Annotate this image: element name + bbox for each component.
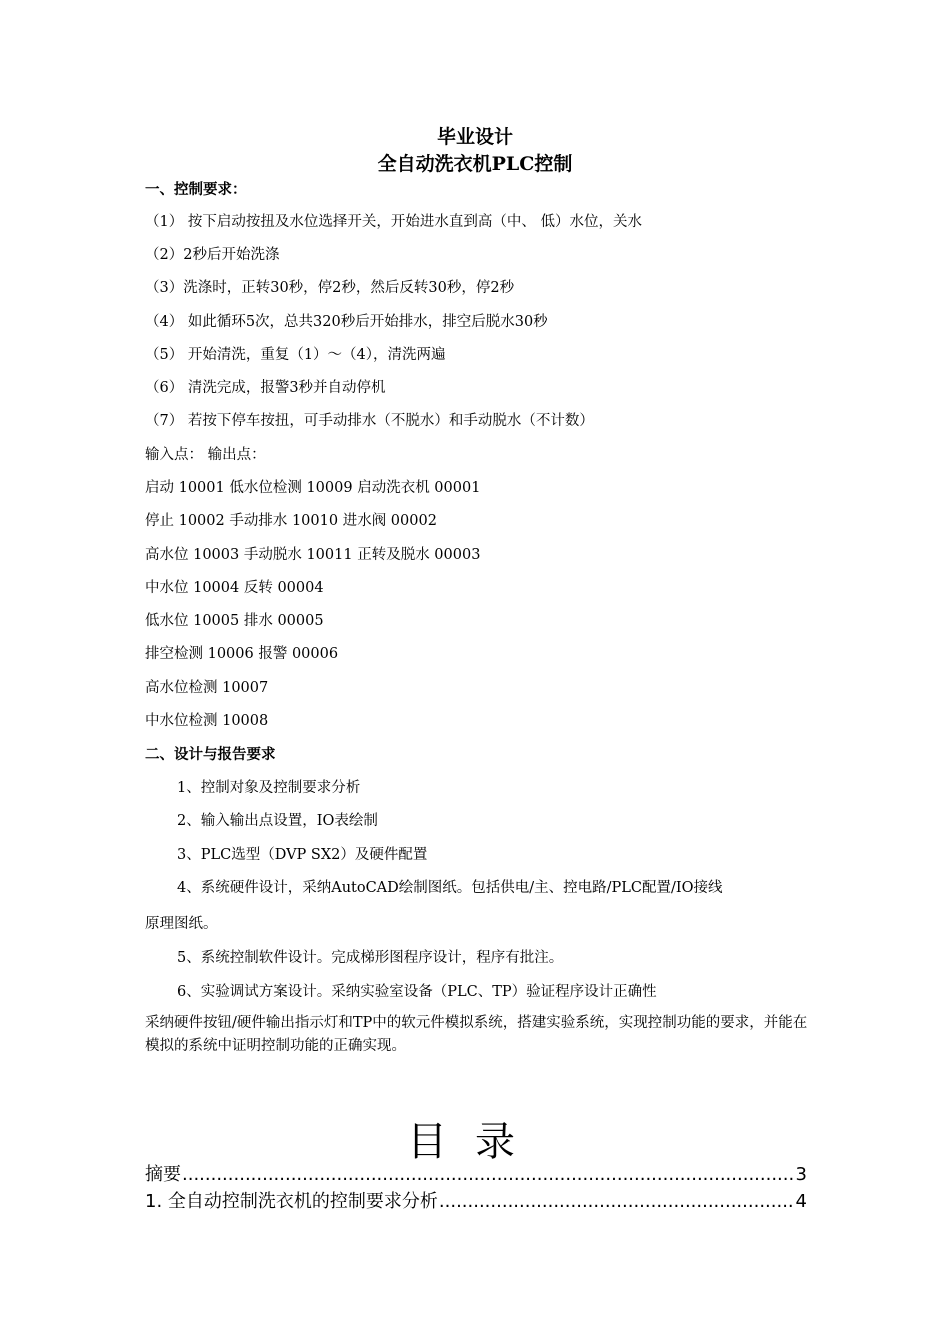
io-row: 排空检测 10006 报警 00006 bbox=[145, 646, 339, 662]
io-row: 高水位 10003 手动脱水 10011 正转及脱水 00003 bbox=[145, 547, 481, 563]
design-item-continued: 原理图纸。 bbox=[145, 916, 218, 932]
io-row: 中水位 10004 反转 00004 bbox=[145, 580, 324, 596]
requirement-item: （1） 按下启动按扭及水位选择开关，开始进水直到高（中、 低）水位，关水 bbox=[145, 214, 642, 230]
design-item: 5、系统控制软件设计。完成梯形图程序设计，程序有批注。 bbox=[177, 950, 564, 966]
io-row: 停止 10002 手动排水 10010 进水阀 00002 bbox=[145, 513, 437, 529]
document-subtitle: 全自动洗衣机PLC控制 bbox=[377, 153, 573, 175]
requirement-item: （4） 如此循环5次，总共320秒后开始排水，排空后脱水30秒 bbox=[145, 314, 548, 330]
toc-entry-page: 3 bbox=[795, 1164, 807, 1185]
toc-entry[interactable] bbox=[145, 1187, 807, 1213]
document-title: 毕业设计 bbox=[436, 126, 513, 148]
design-item: 6、实验调试方案设计。采纳实验室设备（PLC、TP）验证程序设计正确性 bbox=[177, 984, 657, 1000]
io-row: 启动 10001 低水位检测 10009 启动洗衣机 00001 bbox=[145, 480, 481, 496]
toc-entry-page: 4 bbox=[795, 1191, 807, 1212]
requirement-item: （6） 清洗完成，报警3秒并自动停机 bbox=[145, 380, 386, 396]
toc-entry-label: 摘要 bbox=[145, 1164, 181, 1185]
section-heading-design: 二、设计与报告要求 bbox=[145, 746, 276, 763]
io-row: 中水位检测 10008 bbox=[145, 713, 269, 729]
requirement-item: （2）2秒后开始洗涤 bbox=[145, 247, 280, 263]
design-item: 1、控制对象及控制要求分析 bbox=[177, 780, 361, 796]
requirement-item: （7） 若按下停车按扭，可手动排水（不脱水）和手动脱水（不计数） bbox=[145, 413, 594, 429]
toc-title: 目录 bbox=[407, 1119, 543, 1165]
requirement-item: （5） 开始清洗，重复（1）～（4），清洗两遍 bbox=[145, 347, 446, 363]
design-paragraph: 采纳硬件按钮/硬件输出指示灯和TP中的软元件模拟系统，搭建实验系统，实现控制功能的要求，并能在模拟的系统中证明控制功能的正确实现。 bbox=[145, 1015, 808, 1054]
io-header: 输入点： 输出点： bbox=[145, 447, 266, 463]
design-item: 4、系统硬件设计，采纳AutoCAD绘制图纸。包括供电/主、控电路/PLC配置/IO接线 bbox=[177, 880, 723, 896]
toc-leader-dots bbox=[182, 1164, 795, 1185]
io-row: 高水位检测 10007 bbox=[145, 680, 269, 696]
section-heading-control: 一、控制要求： bbox=[145, 181, 247, 198]
design-item: 2、输入输出点设置，IO表绘制 bbox=[177, 813, 378, 829]
io-row: 低水位 10005 排水 00005 bbox=[145, 613, 324, 629]
toc-entry[interactable] bbox=[145, 1160, 807, 1186]
toc-entry-label: 1. 全自动控制洗衣机的控制要求分析 bbox=[145, 1191, 438, 1212]
design-item: 3、PLC选型（DVP SX2）及硬件配置 bbox=[177, 847, 428, 863]
requirement-item: （3）洗涤时，正转30秒，停2秒，然后反转30秒，停2秒 bbox=[145, 280, 515, 296]
toc-leader-dots bbox=[439, 1191, 795, 1212]
